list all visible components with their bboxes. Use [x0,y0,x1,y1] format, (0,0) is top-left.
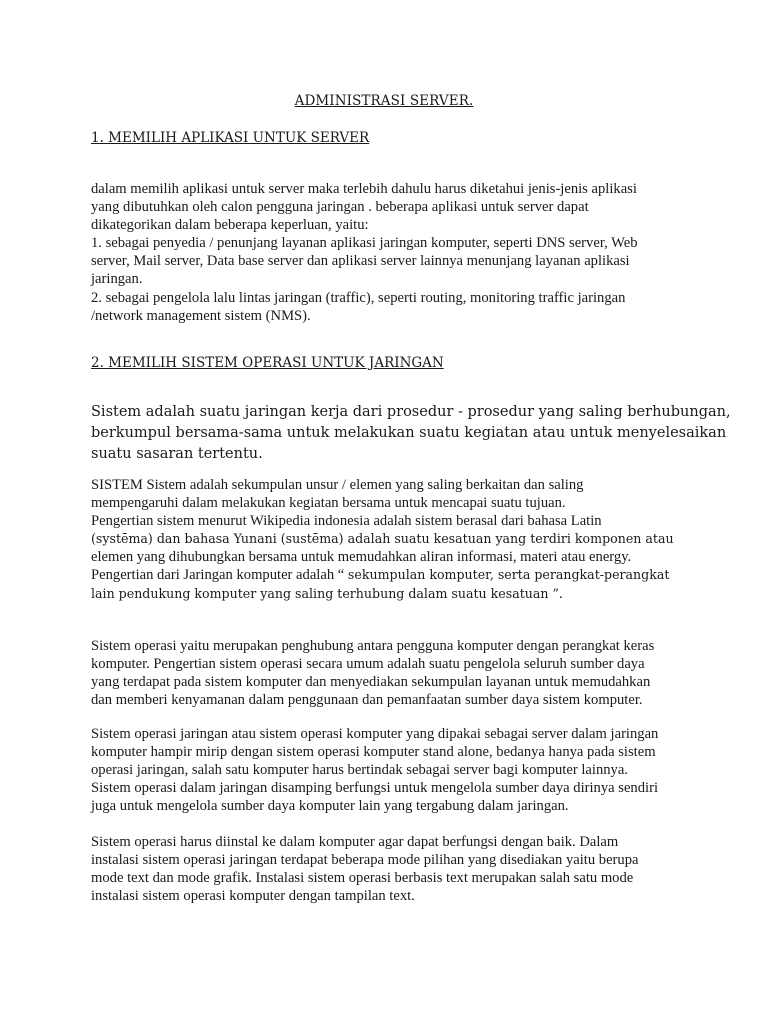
text-fragment: sekumpulan komputer, serta perangkat-perangkat [347,567,670,583]
text-line: yang terdapat pada sistem komputer dan menyediakan sekumpulan layanan untuk memudahkan [91,674,651,691]
os-paragraph [91,637,691,709]
section-2-heading: 2. MEMILIH SISTEM OPERASI UNTUK JARINGAN [91,355,444,371]
text-line: Sistem operasi dalam jaringan disamping berfungsi untuk mengelola sumber daya dirinya sendiri [91,780,658,797]
text-line [91,585,691,603]
text-line: jaringan. [91,271,143,288]
text-line: dalam memilih aplikasi untuk server maka terlebih dahulu harus diketahui jenis-jenis aplikasi [91,181,637,197]
document-title: ADMINISTRASI SERVER. [294,93,474,109]
text-line: Sistem operasi yaitu merupakan penghubung antara pengguna komputer dengan perangkat keras [91,638,655,654]
text-line: elemen yang dihubungkan bersama untuk memudahkan aliran informasi, materi atau energy. [91,549,632,566]
section-1-heading: 1. MEMILIH APLIKASI UNTUK SERVER [91,130,370,146]
text-line: dan memberi kenyamanan dalam penggunaan dan pemanfaatan sumber daya sistem komputer. [91,692,643,709]
network-os-paragraph [91,725,691,815]
text-fragment: lain pendukung komputer yang saling terhubung dalam suatu kesatuan ” [91,585,559,601]
text-line: 2. sebagai pengelola lalu lintas jaringan (traffic), seperti routing, monitoring traffic jaringan [91,289,626,306]
text-line: SISTEM Sistem adalah sekumpulan unsur / elemen yang saling berkaitan dan saling [91,477,584,493]
text-line: operasi jaringan, salah satu komputer harus bertindak sebagai server bagi komputer lainnya. [91,762,628,779]
text-line: Sistem adalah suatu jaringan kerja dari prosedur - prosedur yang saling berhubungan, [91,404,731,420]
text-line [91,566,691,584]
section-1-paragraph [91,180,691,325]
text-line: berkumpul bersama-sama untuk melakukan suatu kegiatan atau untuk menyelesaikan [91,425,727,442]
install-paragraph [91,833,691,905]
text-line: komputer hampir mirip dengan sistem operasi komputer stand alone, bedanya hanya pada sistem [91,744,656,761]
text-line: (systēma) dan bahasa Yunani (sustēma) adalah suatu kesatuan yang terdiri komponen atau [91,531,674,547]
text-line: mempengaruhi dalam melakukan kegiatan bersama untuk mencapai suatu tujuan. [91,495,566,512]
system-definition-paragraph [91,402,731,466]
text-line: instalasi sistem operasi jaringan terdapat beberapa mode pilihan yang disediakan yaitu berupa [91,852,639,869]
text-line: Pengertian sistem menurut Wikipedia indonesia adalah sistem berasal dari bahasa Latin [91,513,602,530]
text-line: Sistem operasi harus diinstal ke dalam komputer agar dapat berfungsi dengan baik. Dalam [91,834,619,850]
sistem-paragraph [91,476,691,603]
text-line: server, Mail server, Data base server dan aplikasi server lainnya menunjang layanan aplikasi [91,253,630,270]
text-line: /network management sistem (NMS). [91,307,311,324]
text-line: juga untuk mengelola sumber daya komputer lain yang tergabung dalam jaringan. [91,798,569,815]
text-line: dikategorikan dalam beberapa keperluan, yaitu: [91,217,369,234]
text-line: instalasi sistem operasi komputer dengan tampilan text. [91,888,415,905]
text-line: yang dibutuhkan oleh calon pengguna jaringan . beberapa aplikasi untuk server dapat [91,199,589,216]
text-line: Sistem operasi jaringan atau sistem operasi komputer yang dipakai sebagai server dalam jaringan [91,726,659,742]
text-line: suatu sasaran tertentu. [91,446,263,463]
text-line: mode text dan mode grafik. Instalasi sistem operasi berbasis text merupakan salah satu mode [91,870,634,887]
text-line: 1. sebagai penyedia / penunjang layanan aplikasi jaringan komputer, seperti DNS server, Web [91,235,638,252]
text-line: komputer. Pengertian sistem operasi secara umum adalah suatu pengelola seluruh sumber daya [91,656,645,673]
text-fragment: Pengertian dari Jaringan komputer adalah “ [91,567,348,584]
text-fragment: . [558,585,563,602]
